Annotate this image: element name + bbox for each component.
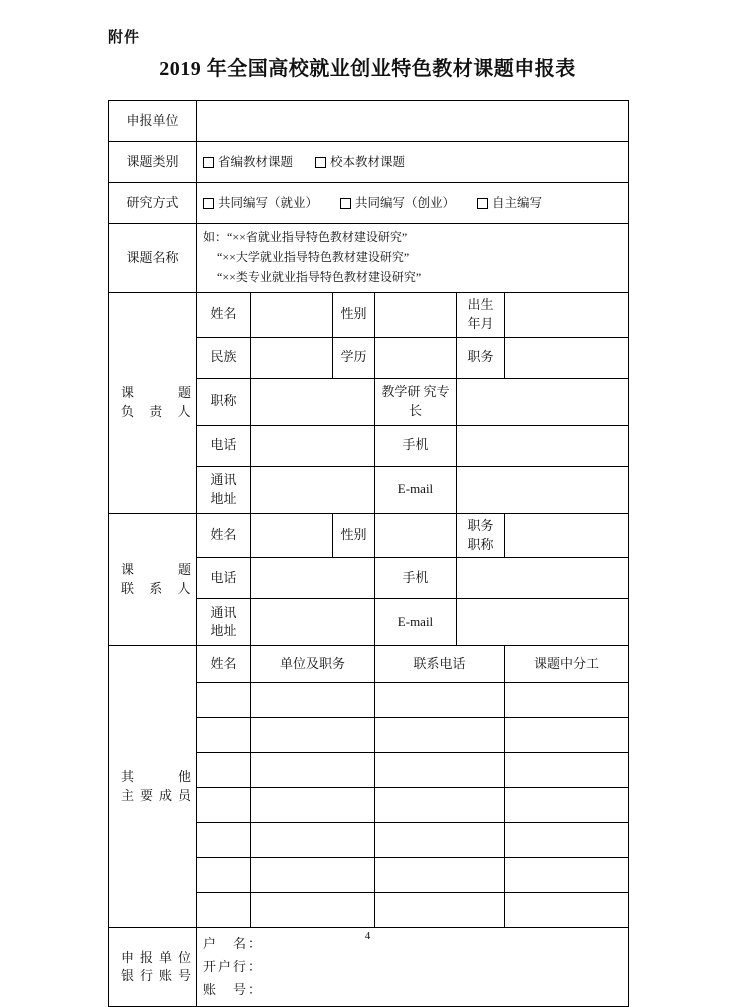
contact-post-title-value[interactable] — [505, 513, 629, 558]
topic-type-options — [197, 142, 629, 183]
bank-label-line-1: 申报单位 — [121, 949, 198, 965]
table-row — [109, 101, 629, 142]
research-mode-options — [197, 183, 629, 224]
contact-post-title-label-line-1: 职务 — [467, 517, 494, 533]
contact-label-line-1: 课 题 — [121, 561, 198, 577]
checkbox-icon[interactable] — [477, 198, 488, 209]
contact-post-title-label-line-2: 职称 — [467, 536, 494, 552]
leader-address-label-line-1: 通讯 — [210, 471, 237, 487]
members-section-label — [109, 646, 197, 928]
leader-position-value[interactable] — [505, 337, 629, 378]
topic-name-example-line-2: “××大学就业指导特色教材建设研究” — [217, 250, 410, 265]
contact-mobile-value[interactable] — [457, 558, 629, 599]
leader-address-value[interactable] — [251, 466, 375, 513]
checkbox-icon[interactable] — [340, 198, 351, 209]
member-unit-cell[interactable] — [251, 718, 375, 753]
member-name-cell[interactable] — [197, 753, 251, 788]
leader-birth-label-line-2: 年月 — [467, 315, 494, 331]
contact-address-label — [197, 599, 251, 646]
checkbox-option-joint-employment[interactable] — [203, 194, 318, 212]
checkbox-icon[interactable] — [203, 157, 214, 168]
contact-name-label: 姓名 — [197, 513, 251, 558]
leader-teaching-specialty-label-line-2: 究专长 — [408, 383, 450, 418]
leader-teaching-specialty-label-line-1: 教学研 — [381, 383, 421, 399]
leader-education-value[interactable] — [375, 337, 457, 378]
leader-teaching-specialty-value[interactable] — [457, 378, 629, 425]
checkbox-label: 共同编写（创业） — [355, 195, 456, 210]
topic-name-example-line-1: 如：“××省就业指导特色教材建设研究” — [203, 230, 408, 245]
leader-email-value[interactable] — [457, 466, 629, 513]
leader-name-label: 姓名 — [197, 293, 251, 338]
contact-post-title-label — [457, 513, 505, 558]
leader-name-value[interactable] — [251, 293, 333, 338]
leader-title-label: 职称 — [197, 378, 251, 425]
application-form — [108, 100, 628, 1007]
leader-nation-value[interactable] — [251, 337, 333, 378]
member-unit-cell[interactable] — [251, 683, 375, 718]
leader-title-value[interactable] — [251, 378, 375, 425]
research-mode-label: 研究方式 — [109, 183, 197, 224]
contact-gender-value[interactable] — [375, 513, 457, 558]
contact-address-label-line-2: 地址 — [210, 623, 237, 639]
leader-mobile-value[interactable] — [457, 425, 629, 466]
leader-phone-value[interactable] — [251, 425, 375, 466]
member-name-cell[interactable] — [197, 893, 251, 928]
contact-section-label — [109, 513, 197, 646]
member-name-cell[interactable] — [197, 823, 251, 858]
contact-email-value[interactable] — [457, 599, 629, 646]
leader-position-label: 职务 — [457, 337, 505, 378]
table-row — [109, 183, 629, 224]
members-header-name: 姓名 — [197, 646, 251, 683]
apply-unit-label: 申报单位 — [109, 101, 197, 142]
checkbox-label: 校本教材课题 — [330, 154, 406, 169]
table-row — [109, 224, 629, 293]
table-row — [109, 513, 629, 558]
contact-email-label: E-mail — [375, 599, 457, 646]
table-row — [109, 646, 629, 683]
member-phone-cell[interactable] — [375, 858, 505, 893]
members-header-phone: 联系电话 — [375, 646, 505, 683]
leader-birth-label-line-1: 出生 — [467, 297, 494, 312]
member-name-cell[interactable] — [197, 788, 251, 823]
contact-label-line-2: 联 系 人 — [121, 580, 197, 596]
checkbox-option-school[interactable] — [315, 153, 405, 171]
attachment-label: 附件 — [108, 30, 141, 46]
leader-address-label — [197, 466, 251, 513]
member-role-cell[interactable] — [505, 823, 629, 858]
contact-name-value[interactable] — [251, 513, 333, 558]
member-phone-cell[interactable] — [375, 893, 505, 928]
member-phone-cell[interactable] — [375, 683, 505, 718]
leader-birth-value[interactable] — [505, 293, 629, 338]
member-name-cell[interactable] — [197, 683, 251, 718]
contact-address-label-line-1: 通讯 — [210, 604, 237, 620]
leader-education-label: 学历 — [333, 337, 375, 378]
member-role-cell[interactable] — [505, 858, 629, 893]
members-header-unit-position: 单位及职务 — [251, 646, 375, 683]
member-unit-cell[interactable] — [251, 858, 375, 893]
members-label-line-1: 其 他 — [121, 769, 198, 785]
contact-phone-label: 电话 — [197, 558, 251, 599]
form-table — [108, 100, 629, 1007]
page-number: 4 — [364, 930, 371, 942]
members-label-line-2: 主要成员 — [121, 787, 198, 803]
leader-address-label-line-2: 地址 — [210, 490, 237, 506]
bank-account-number-line: 账 号： — [203, 981, 264, 997]
checkbox-option-provincial[interactable] — [203, 153, 293, 171]
bank-label-line-2: 银行账号 — [121, 968, 198, 984]
member-role-cell[interactable] — [505, 788, 629, 823]
topic-name-example-line-3: “××类专业就业指导特色教材建设研究” — [217, 269, 422, 284]
member-unit-cell[interactable] — [251, 788, 375, 823]
bank-account-branch-line: 开户行： — [203, 959, 264, 974]
leader-email-label: E-mail — [375, 466, 457, 513]
member-name-cell[interactable] — [197, 718, 251, 753]
page-title: 2019 年全国高校就业创业特色教材课题申报表 — [159, 58, 576, 80]
member-role-cell[interactable] — [505, 683, 629, 718]
contact-phone-value[interactable] — [251, 558, 375, 599]
topic-name-value[interactable] — [197, 224, 629, 293]
topic-name-label: 课题名称 — [109, 224, 197, 293]
contact-mobile-label: 手机 — [375, 558, 457, 599]
table-row — [109, 142, 629, 183]
leader-label-line-2: 负 责 人 — [121, 403, 197, 419]
leader-label-line-1: 课 题 — [121, 385, 198, 400]
members-header-role: 课题中分工 — [505, 646, 629, 683]
checkbox-icon[interactable] — [315, 157, 326, 168]
leader-teaching-specialty-label — [375, 378, 457, 425]
member-name-cell[interactable] — [197, 858, 251, 893]
leader-section-label — [109, 293, 197, 514]
checkbox-option-independent[interactable] — [477, 194, 542, 212]
leader-birth-label — [457, 293, 505, 338]
table-row — [109, 293, 629, 338]
member-role-cell[interactable] — [505, 718, 629, 753]
member-role-cell[interactable] — [505, 893, 629, 928]
checkbox-label: 共同编写（就业） — [218, 195, 319, 210]
bank-account-name-line: 户 名： — [203, 936, 264, 952]
contact-address-value[interactable] — [251, 599, 375, 646]
leader-gender-value[interactable] — [375, 293, 457, 338]
checkbox-label: 省编教材课题 — [218, 154, 294, 169]
checkbox-icon[interactable] — [203, 198, 214, 209]
member-role-cell[interactable] — [505, 753, 629, 788]
member-phone-cell[interactable] — [375, 753, 505, 788]
member-unit-cell[interactable] — [251, 893, 375, 928]
member-phone-cell[interactable] — [375, 823, 505, 858]
member-unit-cell[interactable] — [251, 823, 375, 858]
leader-nation-label: 民族 — [197, 337, 251, 378]
member-unit-cell[interactable] — [251, 753, 375, 788]
leader-gender-label: 性别 — [333, 293, 375, 338]
checkbox-label: 自主编写 — [492, 195, 543, 210]
topic-type-label: 课题类别 — [109, 142, 197, 183]
member-phone-cell[interactable] — [375, 788, 505, 823]
apply-unit-value[interactable] — [197, 101, 629, 142]
checkbox-option-joint-entrepreneurship[interactable] — [340, 194, 455, 212]
member-phone-cell[interactable] — [375, 718, 505, 753]
leader-phone-label: 电话 — [197, 425, 251, 466]
contact-gender-label: 性别 — [333, 513, 375, 558]
leader-mobile-label: 手机 — [375, 425, 457, 466]
